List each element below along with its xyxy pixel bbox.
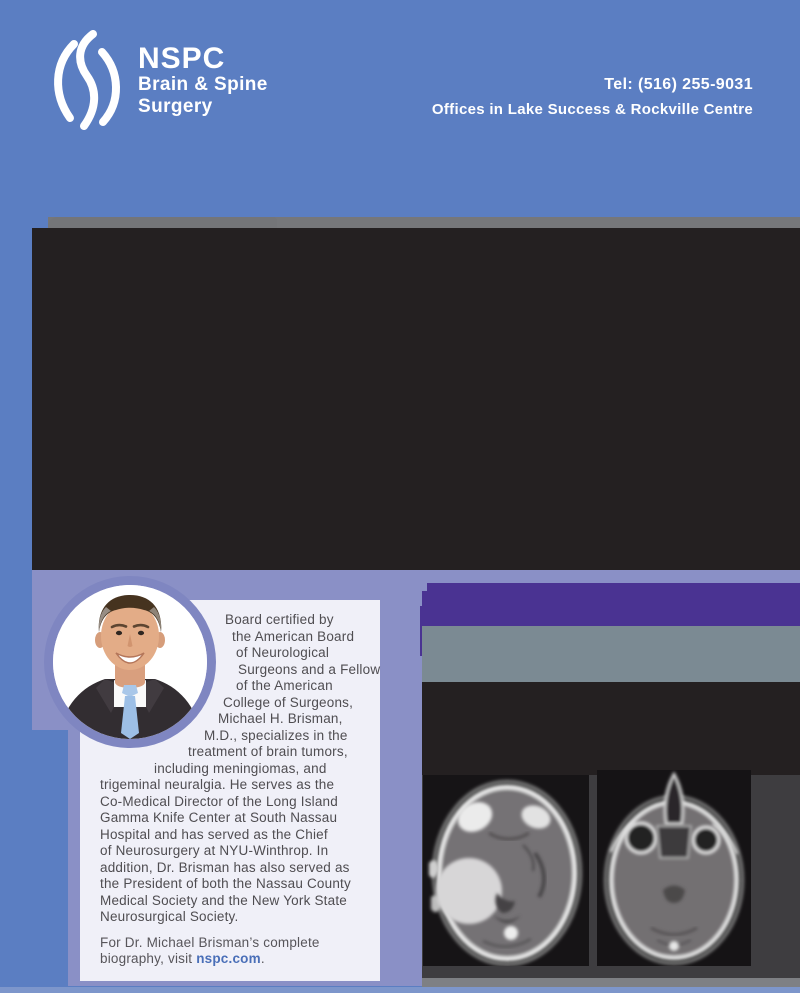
bio-line: Neurosurgical Society. — [100, 909, 239, 924]
header-contact — [432, 76, 753, 118]
lavender-gap-band — [422, 570, 800, 583]
bio-line: College of Surgeons, — [223, 694, 354, 710]
logo-subtitle-line1: Brain & Spine — [138, 74, 268, 95]
bio-footer — [100, 935, 368, 968]
bio-line: addition, Dr. Brisman has also served as — [100, 859, 350, 875]
subheadline-gray-band — [422, 626, 800, 682]
bio-line: Co-Medical Director of the Long Island — [100, 793, 338, 809]
brain-mri-right-image — [597, 770, 751, 966]
phone-number: Tel: (516) 255-9031 — [604, 76, 753, 93]
bio-line: treatment of brain tumors, — [188, 744, 348, 759]
brain-mri-left-image — [423, 775, 589, 966]
bio-line: Medical Society and the New York State — [100, 892, 347, 908]
logo-subtitle-line2: Surgery — [138, 96, 213, 117]
office-locations: Offices in Lake Success & Rockville Centre — [431, 101, 753, 118]
bio-line: the American Board — [232, 628, 355, 644]
bio-line: of Neurosurgery at NYU-Winthrop. In — [100, 843, 329, 858]
nspc-logo-icon — [46, 30, 128, 130]
nspc-com-link[interactable]: nspc.com — [196, 951, 261, 966]
redacted-lower-block — [422, 682, 800, 775]
bio-footer-line1: For Dr. Michael Brisman’s complete — [100, 934, 320, 950]
bio-line: Hospital and has served as the Chief — [100, 826, 328, 842]
doctor-portrait-photo — [53, 585, 207, 739]
bio-footer-line2-text: biography, visit — [100, 951, 197, 966]
footer-gray-strip — [422, 978, 800, 987]
bio-line: Gamma Knife Center at South Nassau — [100, 810, 338, 825]
headline-letter-notch — [422, 583, 427, 591]
bio-line: of Neurological — [236, 645, 330, 660]
bio-footer-line2 — [100, 951, 368, 968]
bio-line: including meningiomas, and — [154, 760, 327, 776]
bio-footer-period: . — [260, 951, 265, 966]
footer-blue-strip — [0, 987, 800, 993]
headline-purple-band — [422, 583, 800, 626]
logo-acronym: NSPC — [138, 42, 226, 75]
bio-line: of the American — [236, 678, 333, 693]
bio-line: Board certified by — [225, 612, 334, 627]
bio-line: M.D., specializes in the — [204, 727, 348, 743]
bio-line: the President of both the Nassau County — [100, 876, 351, 891]
bio-line: Surgeons and a Fellow — [238, 661, 381, 677]
bio-line: Michael H. Brisman, — [218, 711, 343, 726]
redacted-hero-block — [32, 228, 800, 570]
bio-line: trigeminal neuralgia. He serves as the — [100, 777, 335, 792]
logo-wordmark — [138, 44, 268, 118]
